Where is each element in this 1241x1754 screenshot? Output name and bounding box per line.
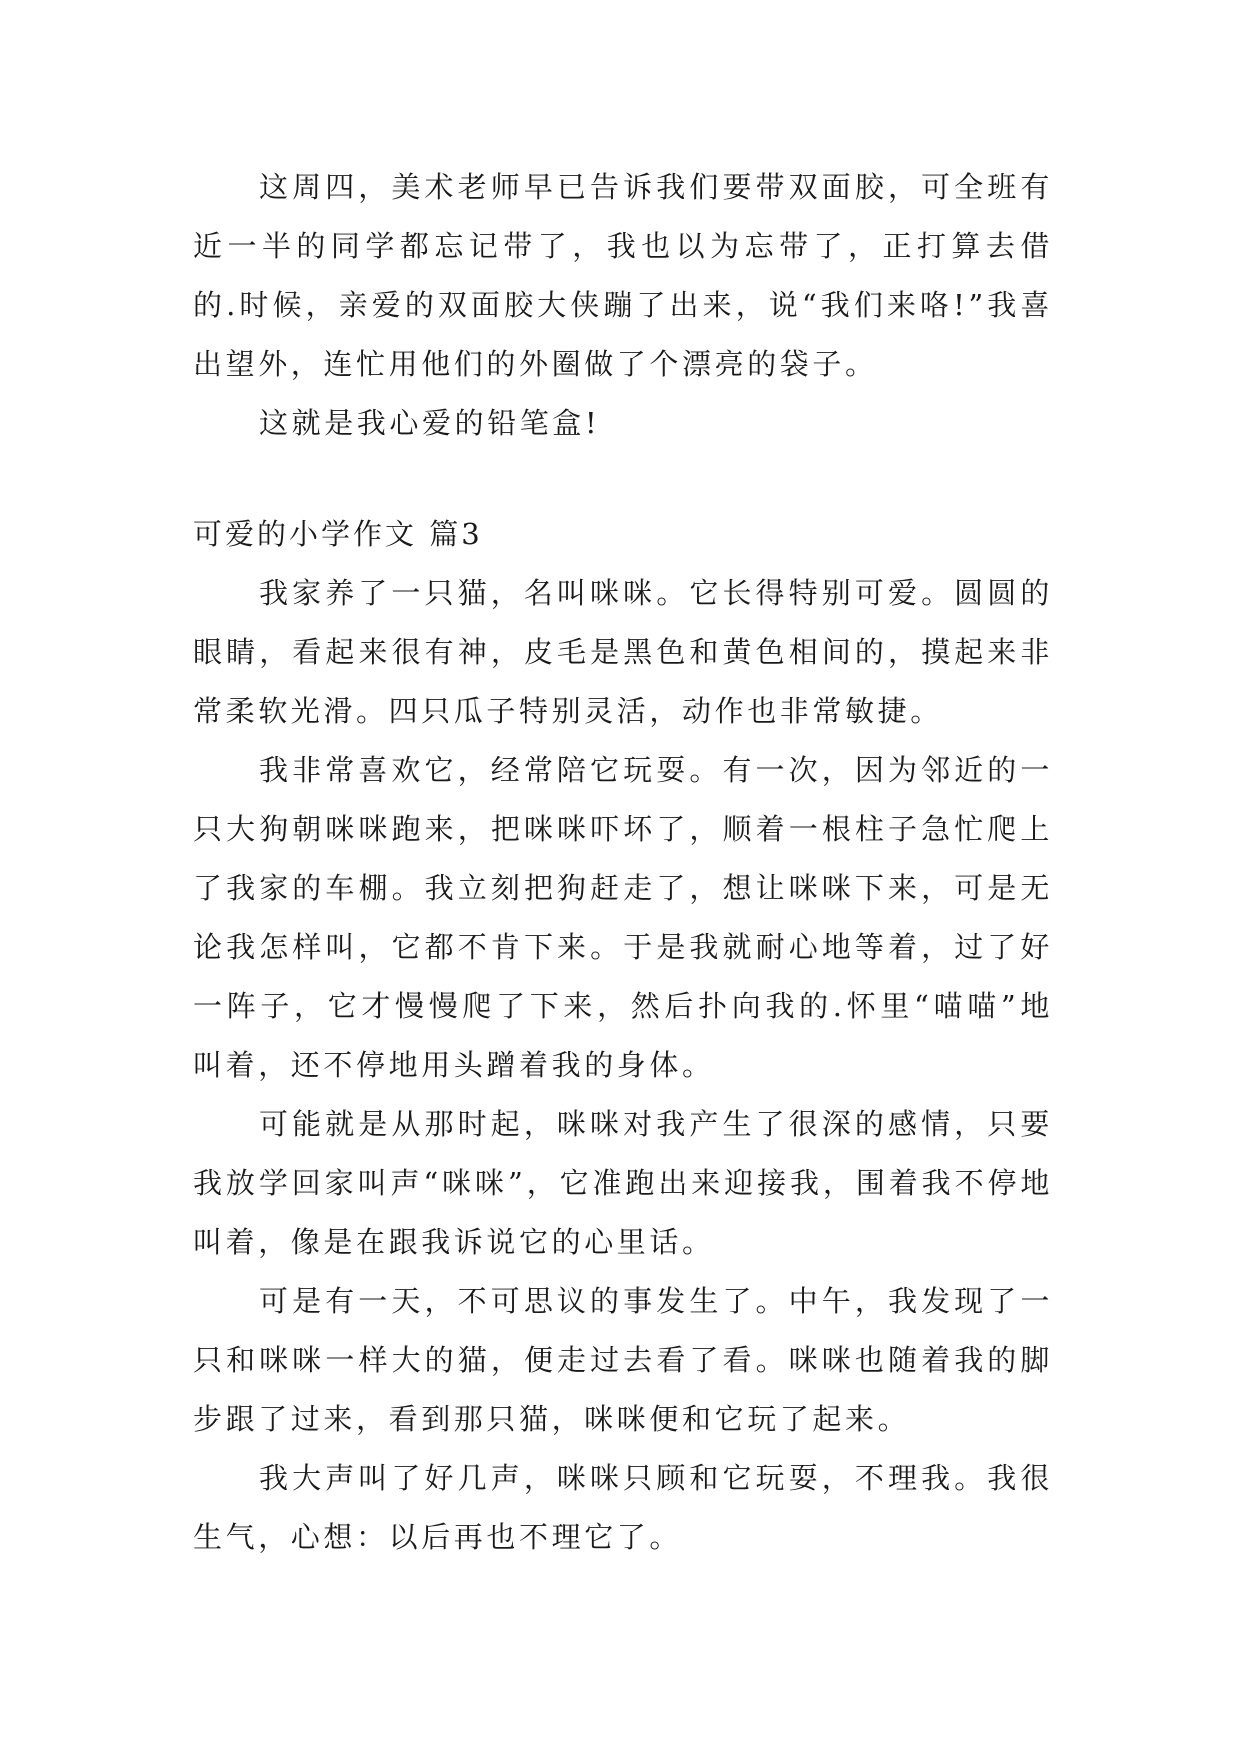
document-body (193, 158, 1053, 1567)
paragraph: 我家养了一只猫，名叫咪咪。它长得特别可爱。圆圆的眼睛，看起来很有神，皮毛是黑色和黄色相间的，摸起来非常柔软光滑。四只瓜子特别灵活，动作也非常敏捷。 (193, 576, 1053, 728)
section-heading: 可爱的小学作文 篇3 (193, 517, 483, 551)
paragraph: 可是有一天，不可思议的事发生了。中午，我发现了一只和咪咪一样大的猫，便走过去看了看。咪咪也随着我的脚步跟了过来，看到那只猫，咪咪便和它玩了起来。 (193, 1284, 1053, 1436)
paragraph: 这就是我心爱的铅笔盒! (259, 406, 601, 440)
paragraph: 我大声叫了好几声，咪咪只顾和它玩耍，不理我。我很生气，心想：以后再也不理它了。 (193, 1461, 1053, 1554)
paragraph: 可能就是从那时起，咪咪对我产生了很深的感情，只要我放学回家叫声“咪咪”，它准跑出来迎接我，围着我不停地叫着，像是在跟我诉说它的心里话。 (193, 1107, 1053, 1259)
paragraph: 我非常喜欢它，经常陪它玩耍。有一次，因为邻近的一只大狗朝咪咪跑来，把咪咪吓坏了，顺着一根柱子急忙爬上了我家的车棚。我立刻把狗赶走了，想让咪咪下来，可是无论我怎样叫，它都不肯下来。于是我就耐心地等着，过了好一阵子，它才慢慢爬了下来，然后扑向我的.怀里“喵喵”地叫着，还不停地用头蹭着我的身体。 (193, 753, 1053, 1082)
paragraph: 这周四，美术老师早已告诉我们要带双面胶，可全班有近一半的同学都忘记带了，我也以为忘带了，正打算去借的.时候，亲爱的双面胶大侠蹦了出来，说“我们来咯!”我喜出望外，连忙用他们的外圈做了个漂亮的袋子。 (193, 170, 1053, 381)
